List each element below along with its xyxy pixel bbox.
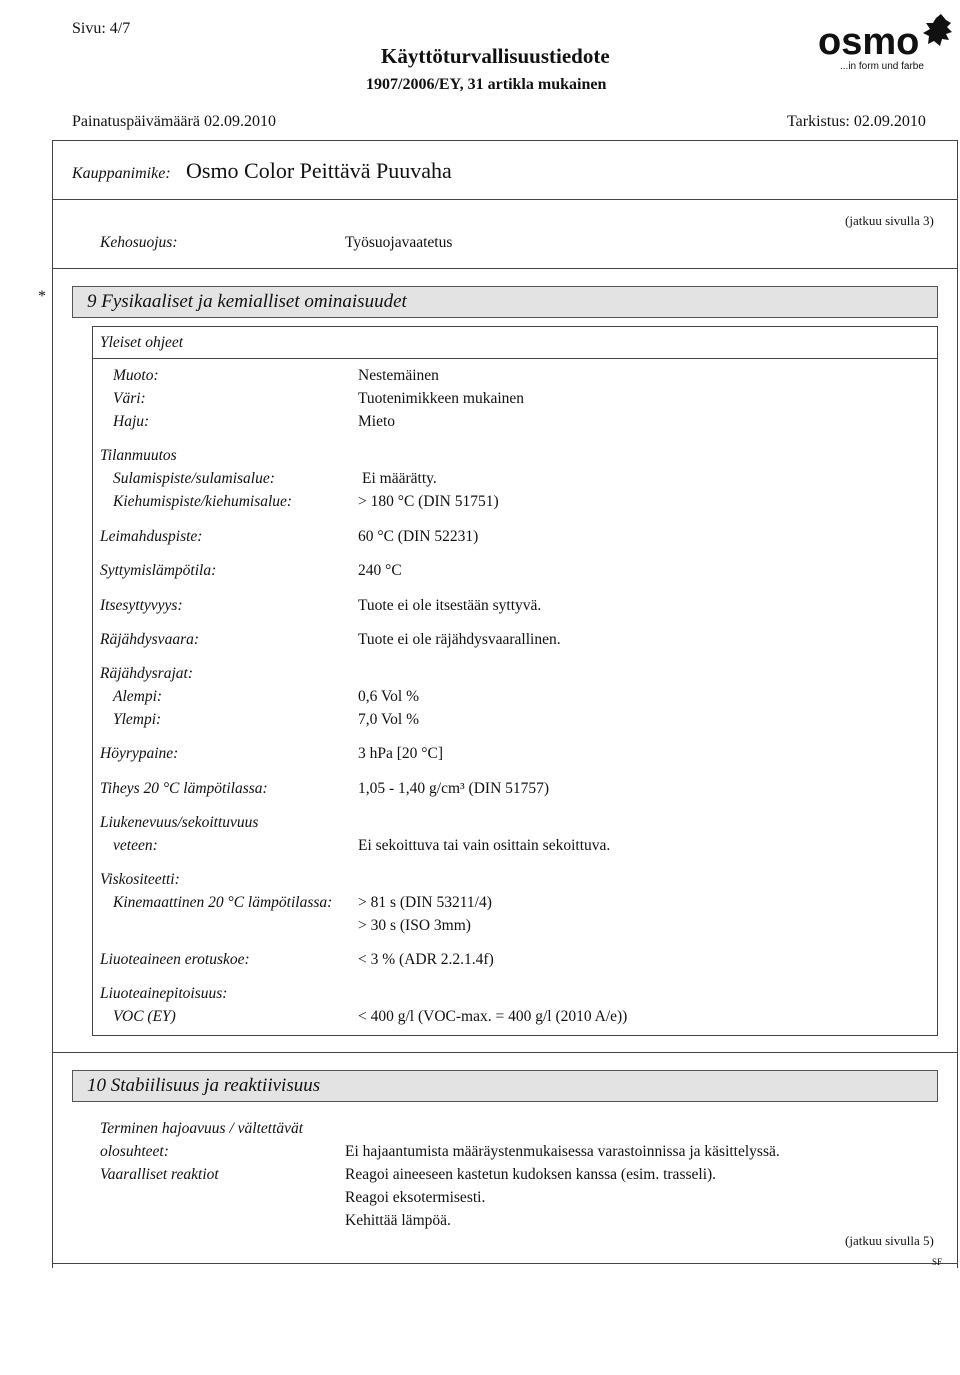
hazardous-reactions-value-1: Reagoi aineeseen kastetun kudoksen kanssa (esim. trasseli). [345,1166,717,1183]
svg-text:...in form und farbe: ...in form und farbe [840,61,924,72]
solubility-value: Ei sekoittuva tai vain osittain sekoittuva. [358,837,611,854]
hazardous-reactions-label: Vaaralliset reaktiot [100,1166,219,1183]
self-ignition-label: Itsesyttyvyys: [100,597,183,614]
vapor-pressure-value: 3 hPa [20 °C] [358,745,443,762]
revision-date: Tarkistus: 02.09.2010 [787,113,926,130]
print-date: Painatuspäivämäärä 02.09.2010 [72,113,276,130]
state-change-heading: Tilanmuutos [100,447,177,464]
trade-name-label: Kauppanimike: [72,165,171,182]
hazardous-reactions-value-3: Kehittää lämpöä. [345,1212,451,1229]
ignition-label: Syttymislämpötila: [100,562,217,579]
odor-value: Mieto [358,413,396,430]
language-code: SF [932,1257,943,1267]
continued-from-note: (jatkuu sivulla 3) [845,213,934,228]
melting-label: Sulamispiste/sulamisalue: [113,470,275,487]
document-title: Käyttöturvallisuustiedote [381,44,610,68]
ignition-value: 240 °C [358,562,402,579]
color-value: Tuotenimikkeen mukainen [358,390,525,407]
vapor-pressure-label: Höyrypaine: [100,745,179,762]
solvent-separation-label: Liuoteaineen erotuskoe: [100,951,250,968]
thermal-decomposition-value: Ei hajaantumista määräystenmukaisessa varastoinnissa ja käsittelyssä. [345,1143,780,1160]
page-number: Sivu: 4/7 [72,20,131,37]
kinematic-value-2: > 30 s (ISO 3mm) [358,917,471,934]
form-value: Nestemäinen [358,367,439,384]
section-9-content [92,326,938,1036]
flash-point-label: Leimahduspiste: [100,528,203,545]
density-value: 1,05 - 1,40 g/cm³ (DIN 51757) [358,780,550,797]
density-label: Tiheys 20 °C lämpötilassa: [100,780,268,797]
section-9-title: 9 Fysikaaliset ja kemialliset ominaisuudet [87,291,407,312]
melting-value: Ei määrätty. [362,470,437,487]
explosion-value: Tuote ei ole räjähdysvaarallinen. [358,631,561,648]
kinematic-label: Kinemaattinen 20 °C lämpötilassa: [113,894,333,911]
thermal-decomposition-label-2: olosuhteet: [100,1143,169,1160]
upper-limit-value: 7,0 Vol % [358,711,420,728]
svg-text:osmo: osmo [818,21,920,63]
viscosity-heading: Viskositeetti: [100,871,180,888]
kinematic-value-1: > 81 s (DIN 53211/4) [358,894,492,911]
boiling-value: > 180 °C (DIN 51751) [358,493,499,510]
hazardous-reactions-value-2: Reagoi eksotermisesti. [345,1189,486,1206]
lower-limit-value: 0,6 Vol % [358,688,420,705]
explosion-limits-heading: Räjähdysrajat: [100,665,193,682]
flash-point-value: 60 °C (DIN 52231) [358,528,479,545]
solubility-label-water: veteen: [113,837,158,854]
trade-name: Osmo Color Peittävä Puuvaha [186,158,452,183]
voc-label: VOC (EY) [113,1008,176,1025]
section-9-header [72,286,938,318]
protection-label: Kehosuojus: [100,234,178,251]
continues-note: (jatkuu sivulla 5) [845,1233,934,1248]
section-10-title: 10 Stabiilisuus ja reaktiivisuus [87,1075,321,1096]
solvent-content-label: Liuoteainepitoisuus: [100,985,228,1002]
self-ignition-value: Tuote ei ole itsestään syttyvä. [358,597,542,614]
boiling-label: Kiehumispiste/kiehumisalue: [113,493,293,510]
thermal-decomposition-label: Terminen hajoavuus / vältettävät [100,1120,304,1137]
odor-label: Haju: [113,413,150,430]
solubility-label: Liukenevuus/sekoittuvuus [100,814,259,831]
protection-value: Työsuojavaatetus [345,234,453,251]
form-label: Muoto: [113,367,159,384]
section-10-header [72,1070,938,1102]
color-label: Väri: [113,390,146,407]
upper-limit-label: Ylempi: [113,711,162,728]
explosion-label: Räjähdysvaara: [100,631,200,648]
lower-limit-label: Alempi: [113,688,163,705]
general-heading: Yleiset ohjeet [100,334,184,351]
regulation-subtitle: 1907/2006/EY, 31 artikla mukainen [366,76,607,93]
osmo-logo [818,14,953,74]
voc-value: < 400 g/l (VOC-max. = 400 g/l (2010 A/e)) [358,1008,628,1025]
solvent-separation-value: < 3 % (ADR 2.2.1.4f) [358,951,494,968]
revision-marker: * [38,288,46,305]
